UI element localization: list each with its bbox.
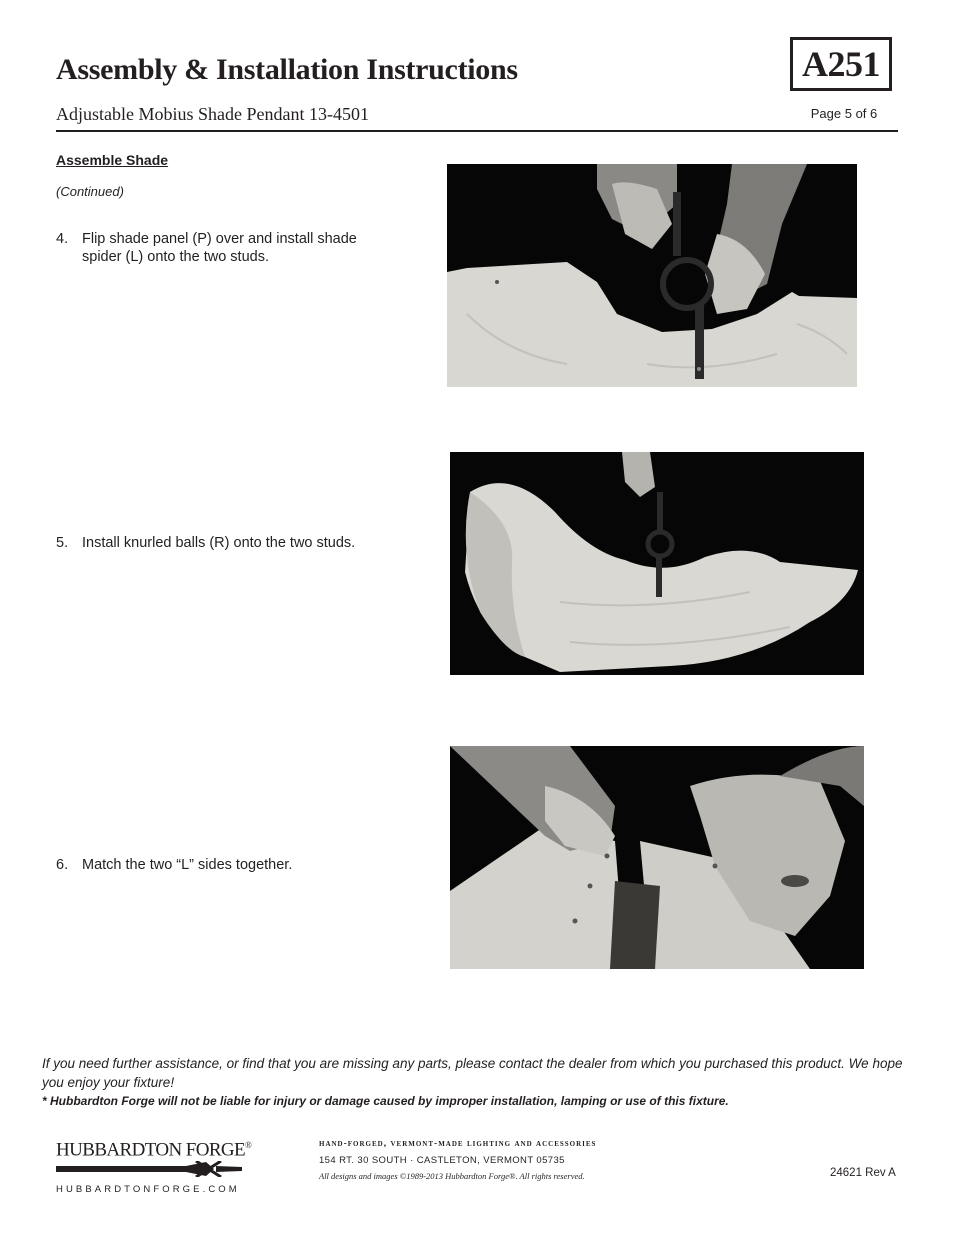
- section-heading: Assemble Shade: [56, 152, 169, 168]
- product-subtitle: Adjustable Mobius Shade Pendant 13-4501: [56, 104, 369, 124]
- page-number: Page 5 of 6: [810, 106, 878, 121]
- logo-wordmark: HUBBARDTON FORGE®: [56, 1139, 252, 1161]
- assistance-note: If you need further assistance, or find that you are missing any parts, please contact the dealer from which you purchased this product. We hope you enjoy your fixture!: [42, 1056, 903, 1090]
- header-divider: [56, 130, 898, 132]
- document-code-badge: A251: [790, 37, 892, 91]
- step-4-photo: [447, 164, 857, 387]
- company-tagline: hand-forged, vermont-made lighting and accessories: [319, 1139, 597, 1149]
- hubbardton-forge-logo: [56, 1134, 252, 1196]
- step-5: [56, 534, 387, 552]
- shade-spider-install-illustration: [447, 164, 857, 387]
- step-text: Match the two “L” sides together.: [82, 857, 293, 873]
- forged-iron-logo-icon: [56, 1161, 242, 1177]
- document-revision: 24621 Rev A: [830, 1167, 896, 1179]
- match-sides-illustration: [450, 746, 864, 969]
- step-text: Flip shade panel (P) over and install shade spider (L) onto the two studs.: [82, 231, 357, 265]
- copyright-notice: All designs and images ©1989-2013 Hubbardton Forge®. All rights reserved.: [319, 1171, 585, 1181]
- document-title: Assembly & Installation Instructions: [56, 53, 518, 86]
- website-url: HUBBARDTONFORGE.COM: [56, 1184, 240, 1196]
- company-address: 154 RT. 30 SOUTH · CASTLETON, VERMONT 05735: [319, 1155, 565, 1166]
- knurled-balls-illustration: [450, 452, 864, 675]
- step-number: 4.: [56, 231, 69, 247]
- step-number: 6.: [56, 857, 69, 873]
- step-text: Install knurled balls (R) onto the two studs.: [82, 535, 356, 551]
- continued-note: (Continued): [56, 184, 124, 199]
- step-number: 5.: [56, 535, 69, 551]
- step-6: [56, 856, 387, 874]
- step-6-photo: [450, 746, 864, 969]
- step-4: [56, 230, 387, 266]
- step-5-photo: [450, 452, 864, 675]
- liability-disclaimer: * Hubbardton Forge will not be liable for injury or damage caused by improper installation, lamping or use of this fixture.: [42, 1094, 729, 1108]
